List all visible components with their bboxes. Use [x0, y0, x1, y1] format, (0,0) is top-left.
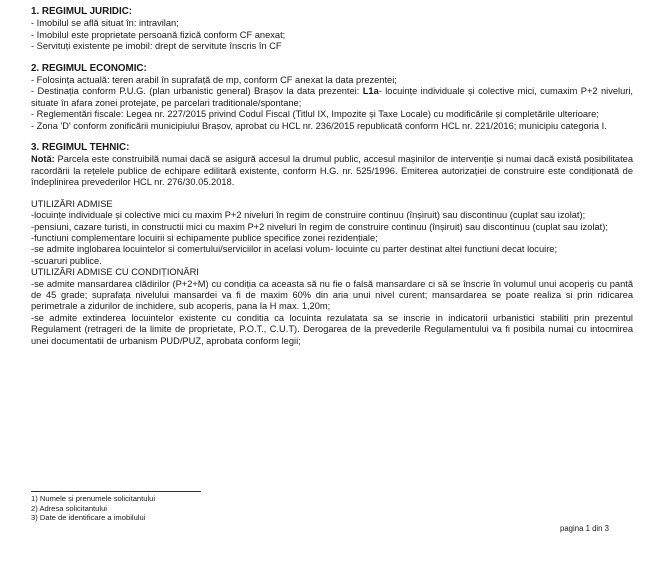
conditionate-item-2: -se admite extinderea locuintelor existente cu conditia ca locuinta rezulatata sa se inscrie in indicatorii urbanistici stabiliti prin prezentul Regulament (retrageri de la limite de proprietate, P.O.T., C.U.T). Derogarea de la prevederile Regulamentului va fi posibila numai cu intocmirea unei documentatii de urbanism PUD/PUZ, aprobata conform legii;: [31, 312, 633, 346]
footnote-2: 2) Adresa solicitantului: [31, 503, 107, 513]
s2-reglementari: - Reglementări fiscale: Legea nr. 227/2015 privind Codul Fiscal (Titlul IX, Impozite și Taxe Locale) cu modificările și completările ulterioare;: [31, 109, 599, 120]
s1-line-1: - Imobilul se află situat în: intravilan;: [31, 18, 179, 29]
s2-destinatia: [31, 86, 633, 109]
utilizari-item-3: -functiuni complementare locuirii si echipamente publice specifice zonei rezidențiale;: [31, 232, 378, 243]
footnote-divider: [31, 491, 201, 492]
s3-nota-text: Parcela este construibilă numai dacă se asigură accesul la drumul public, accesul mașinilor de intervenție și numai dacă există posibilitatea racordării la rețelele publice de echipare edilitară existente, conform H.G. nr. 525/1996. Emiterea autorizației de construire este condiționată de îndeplinirea prevederilor HCL nr. 276/30.05.2018.: [31, 154, 633, 188]
s1-line-3: - Servituți existente pe imobil: drept de servitute înscris în CF: [31, 41, 282, 52]
section-2-title: 2. REGIMUL ECONOMIC:: [31, 62, 147, 74]
section-3-title: 3. REGIMUL TEHNIC:: [31, 142, 130, 154]
section-1-title: 1. REGIMUL JURIDIC:: [31, 6, 133, 17]
s3-nota: [31, 154, 633, 188]
page-number: pagina 1 din 3: [560, 524, 609, 533]
footnote-1: 1) Numele și prenumele solicitantului: [31, 494, 156, 503]
conditionate-item-1: -se admite mansardarea clădirilor (P+2+M) cu condiția ca aceasta să nu fie o falsă mansardare ci să se înscrie în volumul unui acoperiș cu pantă de 45 grade; suprafața nivelului mansardei va fi de maxim 60% din aria unui nivel curent; mansardarea se poate realiza si prin ridicarea perimetrale a zidurilor de inchidere, sub acoperis, pana la H max. 1,20m;: [31, 278, 633, 312]
s2-destinatia-c: - locuințe individuale și colective mici, cumaxim P+2 niveluri, situate în afara zonei protejate, pe parcelari traditionale/spontane;: [31, 86, 633, 108]
utilizari-conditionate-title: UTILIZĂRI ADMISE CU CONDIȚIONĂRI: [31, 267, 199, 278]
utilizari-item-4: -se admite inglobarea locuintelor si comertului/serviciilor in acelasi volum- locuinte cu parter destinat altei functiuni decat locuire;: [31, 244, 558, 255]
s2-zone-code: L1a: [362, 86, 379, 97]
footnote-3: 3) Date de identificare a imobilului: [31, 513, 146, 523]
s2-folosinta: - Folosința actuală: teren arabil în suprafață de mp, conform CF anexat la data prezentei;: [31, 75, 397, 86]
utilizari-item-1: -locuințe individuale și colective mici cu maxim P+2 niveluri în regim de construire continuu (înșiruit) sau discontinuu (cuplat sau izolat);: [31, 210, 586, 221]
s2-zona: - Zona 'D' conform zonificării municipiului Brașov, aprobat cu HCL nr. 236/2015 republicată conform HCL nr. 221/2016; municipiu categoria I.: [31, 120, 607, 131]
footnotes: [31, 494, 155, 523]
s3-nota-label: Notă:: [31, 154, 55, 165]
s2-destinatia-a: - Destinația conform P.U.G. (plan urbanistic general) Brașov la data prezentei:: [31, 86, 363, 97]
utilizari-admise-title: UTILIZĂRI ADMISE: [31, 198, 113, 209]
utilizari-item-5: -scuaruri publice.: [31, 255, 102, 266]
utilizari-item-2: -pensiuni, cazare turisti, in constructii mici cu maxim P+2 niveluri în regim de construire continuu (înșiruit) sau discontinuu (cuplat sau izolat);: [31, 221, 608, 232]
s1-line-2: - Imobilul este proprietate persoană fizică conform CF anexat;: [31, 29, 286, 40]
